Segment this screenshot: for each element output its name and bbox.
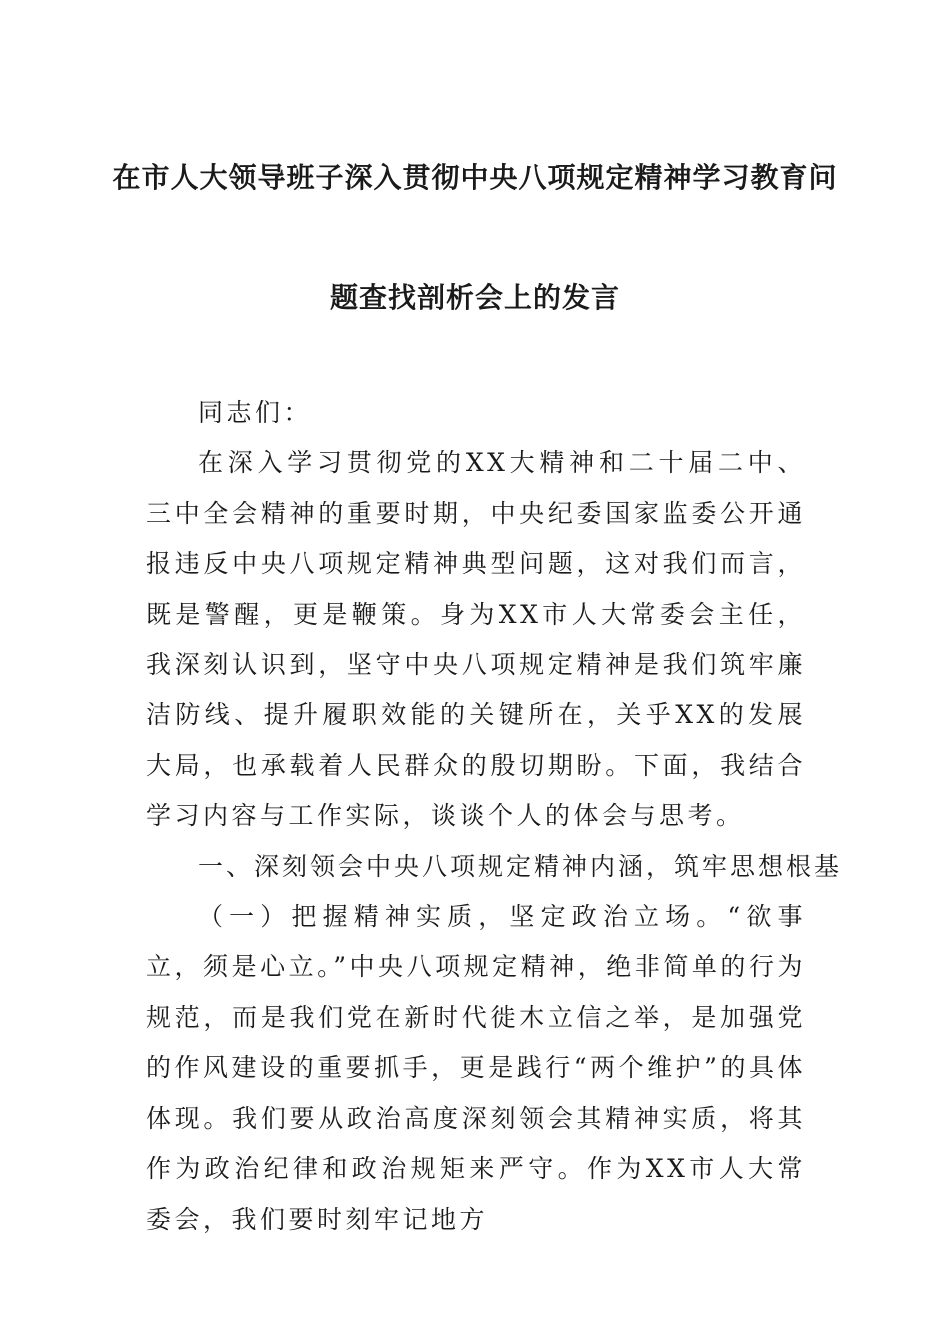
document-body bbox=[146, 388, 843, 1245]
paragraph-section-1-1: （一）把握精神实质，坚定政治立场。“欲事立，须是心立。”中央八项规定精神，绝非简单的行为规范，而是我们党在新时代徙木立信之举，是加强党的作风建设的重要抓手，更是践行“两个维护”的具体体现。我们要从政治高度深刻领会其精神实质，将其作为政治纪律和政治规矩来严守。作为XX市人大常委会，我们要时刻牢记地方 bbox=[146, 902, 806, 1234]
document-title-line-2: 题查找剖析会上的发言 bbox=[329, 281, 620, 314]
salutation: 同志们： bbox=[198, 398, 313, 427]
document-title-line-1: 在市人大领导班子深入贯彻中央八项规定精神学习教育问 bbox=[112, 161, 838, 194]
section-heading-1: 一、深刻领会中央八项规定精神内涵，筑牢思想根基 bbox=[198, 851, 843, 881]
paragraph-intro: 在深入学习贯彻党的XX大精神和二十届二中、三中全会精神的重要时期，中央纪委国家监委公开通报违反中央八项规定精神典型问题，这对我们而言，既是警醒，更是鞭策。身为XX市人大常委会主任，我深刻认识到，坚守中央八项规定精神是我们筑牢廉洁防线、提升履职效能的关键所在，关乎XX的发展大局，也承载着人民群众的殷切期盼。下面，我结合学习内容与工作实际，谈谈个人的体会与思考。 bbox=[146, 448, 806, 831]
